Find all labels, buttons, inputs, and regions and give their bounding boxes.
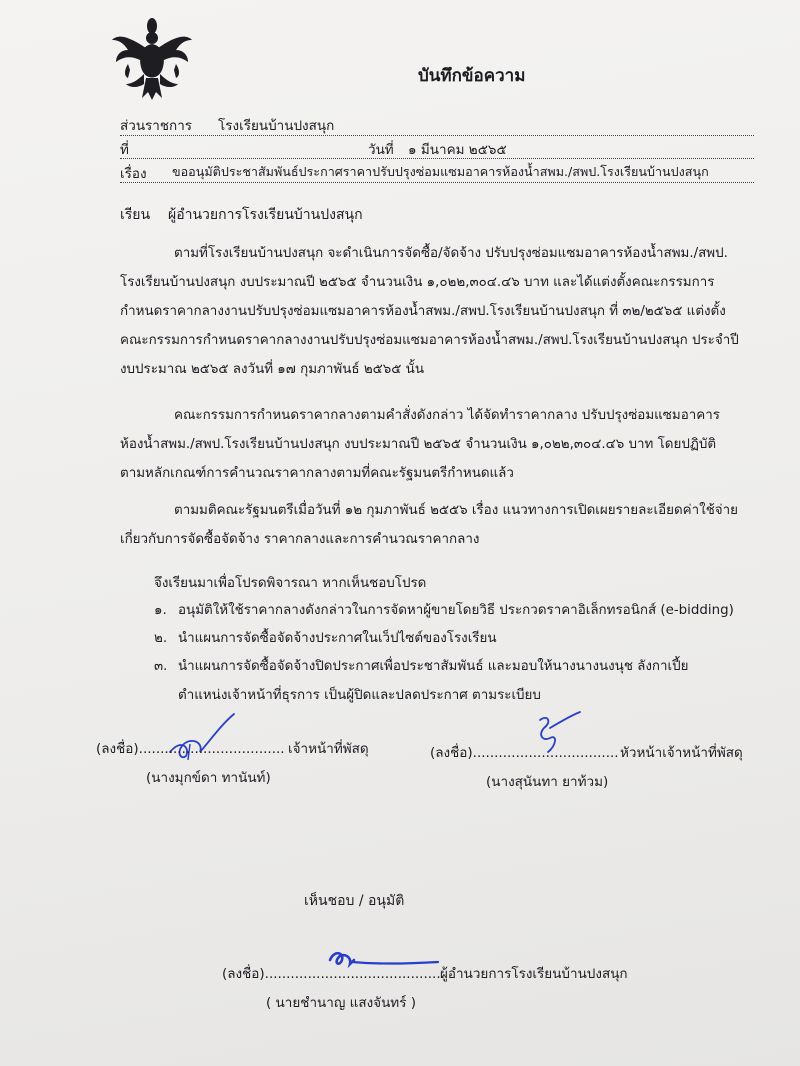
- subject-line: [120, 182, 754, 183]
- memo-title: บันทึกข้อความ: [418, 66, 526, 86]
- request-item3-continued: ตำแหน่งเจ้าหน้าที่ธุรการ เป็นผู้ปิดและปลดประกาศ ตามระเบียบ: [178, 688, 541, 703]
- date-label: วันที่: [368, 142, 394, 158]
- para1-line4: คณะกรรมการกำหนดราคากลางงานปรับปรุงซ่อมแซมอาคารห้องน้ำสพม./สพป.โรงเรียนบ้านปงสนุก ประจำปี: [120, 333, 739, 348]
- salutation-label: เรียน: [120, 207, 151, 223]
- right-signature-role: หัวหน้าเจ้าหน้าที่พัสดุ: [620, 745, 743, 761]
- para3-line1: ตามมติคณะรัฐมนตรีเมื่อวันที่ ๑๒ กุมภาพันธ์ ๒๕๕๖ เรื่อง แนวทางการเปิดเผยรายละเอียดค่าใช้จ่าย: [174, 503, 739, 518]
- salutation-value: ผู้อำนวยการโรงเรียนบ้านปงสนุก: [168, 207, 363, 223]
- director-signature-role: ผู้อำนวยการโรงเรียนบ้านปงสนุก: [440, 966, 628, 982]
- ref-line: [120, 158, 754, 159]
- date-value: ๑ มีนาคม ๒๕๖๕: [408, 142, 507, 158]
- subject-value: ขออนุมัติประชาสัมพันธ์ประกาศราคาปรับปรุงซ่อมแซมอาคารห้องน้ำสพม./สพป.โรงเรียนบ้านปงสนุก: [172, 164, 709, 179]
- para3-line2: เกี่ยวกับการจัดซื้อจัดจ้าง ราคากลางและการคำนวณราคากลาง: [120, 532, 480, 547]
- para2-line3: ตามหลักเกณฑ์การคำนวณราคากลางตามที่คณะรัฐมนตรีกำหนดแล้ว: [120, 466, 514, 481]
- request-item2-text: นำแผนการจัดซื้อจัดจ้างประกาศในเว็ปไซต์ของโรงเรียน: [178, 631, 497, 646]
- request-intro: จึงเรียนมาเพื่อโปรดพิจารณา หากเห็นชอบโปรด: [154, 576, 427, 591]
- director-signature-line: (ลงชื่อ)..........................................: [222, 966, 445, 982]
- right-signature-line: (ลงชื่อ)..................................: [430, 745, 619, 761]
- left-signature-name: (นางมุกข์ดา ทานันท์): [146, 770, 271, 786]
- para1-line1: ตามที่โรงเรียนบ้านปงสนุก จะดำเนินการจัดซื้อ/จัดจ้าง ปรับปรุงซ่อมแซมอาคารห้องน้ำสพม./สพป.: [174, 246, 728, 261]
- director-signature-name: ( นายชำนาญ แสงจันทร์ ): [266, 995, 417, 1011]
- ref-label: ที่: [120, 142, 129, 158]
- para1-line3: กำหนดราคากลางงานปรับปรุงซ่อมแซมอาคารห้องน้ำสพม./สพป.โรงเรียนบ้านปงสนุก ที่ ๓๒/๒๕๖๕ แต่งตั้ง: [120, 304, 726, 319]
- request-item1-num: ๑.: [154, 603, 167, 618]
- garuda-emblem: [110, 14, 194, 100]
- request-item3-num: ๓.: [154, 659, 168, 674]
- para2-line2: ห้องน้ำสพม./สพป.โรงเรียนบ้านปงสนุก งบประมาณปี ๒๕๖๕ จำนวนเงิน ๑,๐๒๒,๓๐๔.๔๖ บาท โดยปฏิบัติ: [120, 437, 717, 452]
- request-item1-text: อนุมัติให้ใช้ราคากลางดังกล่าวในการจัดหาผู้ขายโดยวิธี ประกวดราคาอิเล็กทรอนิกส์ (e-bidding): [178, 603, 734, 618]
- right-signature-name: (นางสุนันทา ยาท้วม): [486, 774, 609, 790]
- department-line: [120, 135, 754, 136]
- request-item3-text: นำแผนการจัดซื้อจัดจ้างปิดประกาศเพื่อประชาสัมพันธ์ และมอบให้นางนางนงนุช ลังกาเปี้ย: [178, 659, 689, 674]
- approval-text: เห็นชอบ / อนุมัติ: [304, 893, 405, 909]
- request-item2-num: ๒.: [154, 631, 168, 646]
- para1-line2: โรงเรียนบ้านปงสนุก งบประมาณปี ๒๕๖๕ จำนวนเงิน ๑,๐๒๒,๓๐๔.๔๖ บาท และได้แต่งตั้งคณะกรรมการ: [120, 275, 715, 290]
- para2-line1: คณะกรรมการกำหนดราคากลางตามคำสั่งดังกล่าว ได้จัดทำราคากลาง ปรับปรุงซ่อมแซมอาคาร: [174, 408, 720, 423]
- left-signature-role: เจ้าหน้าที่พัสดุ: [288, 741, 369, 757]
- department-value: โรงเรียนบ้านปงสนุก: [218, 118, 335, 134]
- department-label: ส่วนราชการ: [120, 118, 193, 134]
- subject-label: เรื่อง: [120, 166, 147, 182]
- para1-line5: งบประมาณ ๒๕๖๕ ลงวันที่ ๑๗ กุมภาพันธ์ ๒๕๖๕ นั้น: [120, 362, 424, 377]
- left-signature-line: (ลงชื่อ)..................................: [96, 741, 285, 757]
